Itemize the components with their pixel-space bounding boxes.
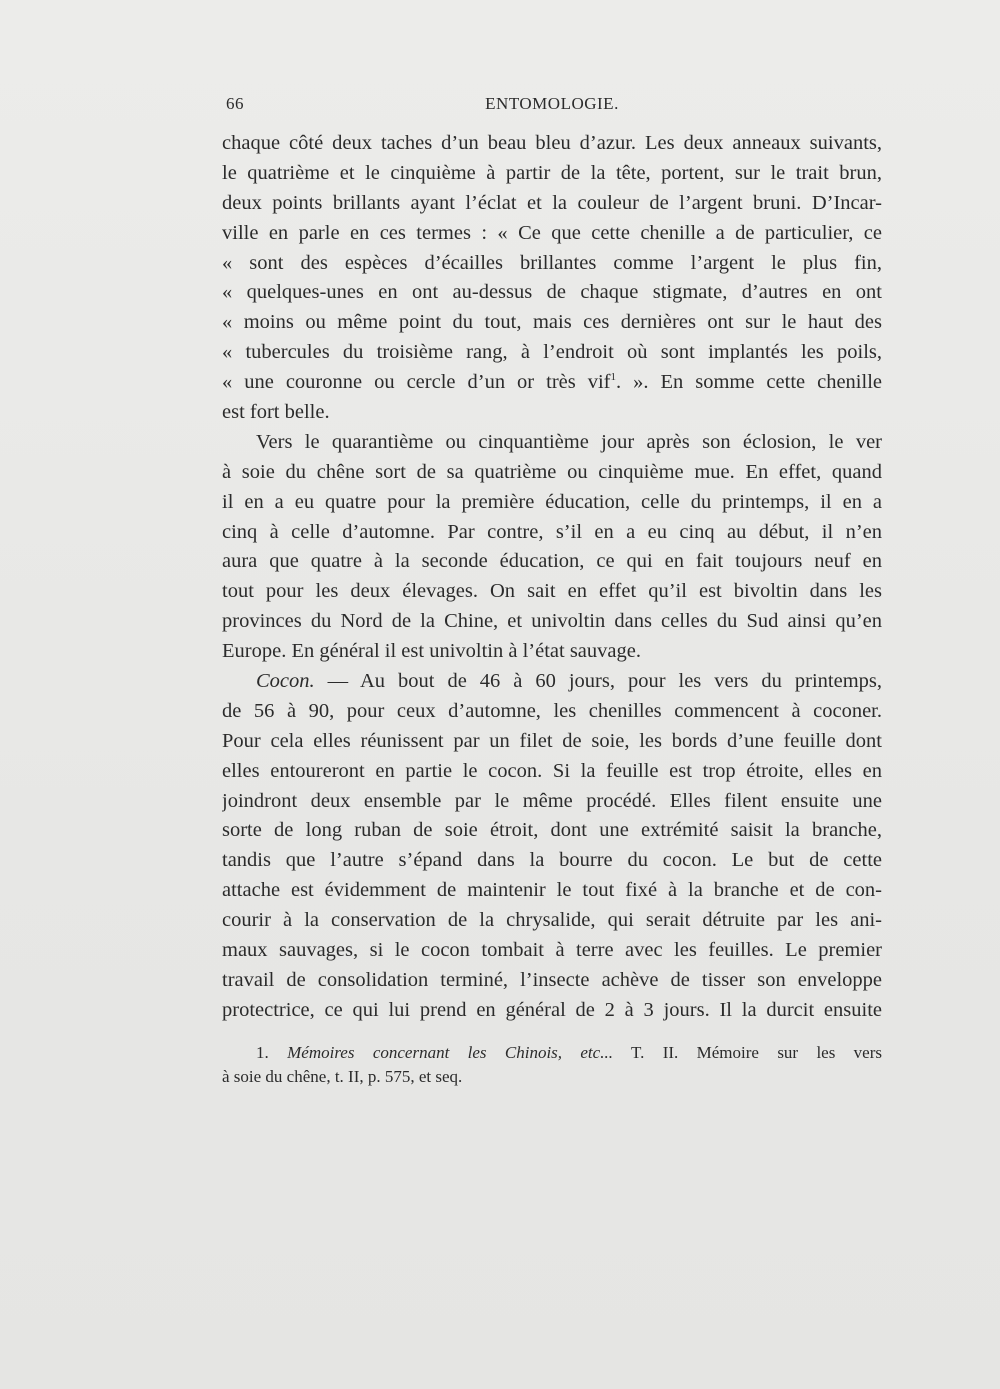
section-label: Cocon. — [256, 670, 315, 693]
text-line: chaque côté deux taches d’un beau bleu d’azur. Les deux anneaux suivants, — [222, 132, 882, 154]
text-line: Europe. En général il est univoltin à l’état sauvage. — [222, 640, 641, 663]
text-line: joindront deux ensemble par le même procédé. Elles filent ensuite une — [222, 789, 882, 812]
text-line: aura que quatre à la seconde éducation, ce qui en fait toujours neuf en — [222, 550, 882, 573]
text-line: de 56 à 90, pour ceux d’automne, les chenilles commencent à coconer. — [222, 699, 882, 722]
footnote-line: à soie du chêne, t. II, p. 575, et seq. — [222, 1067, 463, 1086]
text-line: « tubercules du troisième rang, à l’endroit où sont implantés les poils, — [222, 341, 882, 364]
text-line: maux sauvages, si le cocon tombait à terre avec les feuilles. Le premier — [222, 939, 882, 962]
text-line: « sont des espèces d’écailles brillantes comme l’argent le plus fin, — [222, 251, 882, 274]
text-line: est fort belle. — [222, 401, 330, 424]
text-line: tout pour les deux élevages. On sait en effet qu’il est bivoltin dans les — [222, 580, 882, 603]
text-line: Vers le quarantième ou cinquantième jour après son éclosion, le ver — [256, 430, 882, 453]
footnote-title: Mémoires concernant les Chinois, etc... — [287, 1043, 613, 1062]
text-line: ville en parle en ces termes : « Ce que cette chenille a de particulier, ce — [222, 221, 882, 244]
text-line: le quatrième et le cinquième à partir de la tête, portent, sur le trait brun, — [222, 161, 882, 184]
body-text — [222, 129, 882, 1026]
footnote-number: 1. — [256, 1043, 269, 1062]
text-line: « moins ou même point du tout, mais ces dernières ont sur le haut des — [222, 311, 882, 334]
running-title: ENTOMOLOGIE. — [485, 94, 619, 113]
footnote-line — [222, 1041, 882, 1065]
page-header — [222, 94, 882, 118]
text-line: elles entoureront en partie le cocon. Si la feuille est trop étroite, elles en — [222, 759, 882, 782]
text-line: tandis que l’autre s’épand dans la bourre du cocon. Le but de cette — [222, 849, 882, 872]
text-line: « quelques-unes en ont au-dessus de chaque stigmate, d’autres en ont — [222, 281, 882, 304]
footnote-ref: 1 — [610, 371, 616, 384]
text-line: protectrice, ce qui lui prend en général de 2 à 3 jours. Il la durcit ensuite — [222, 998, 882, 1021]
text-line: courir à la conservation de la chrysalide, qui serait détruite par les ani- — [222, 909, 882, 932]
page-number: 66 — [226, 94, 244, 113]
text-line: attache est évidemment de maintenir le tout fixé à la branche et de con- — [222, 879, 882, 902]
footnote — [222, 1041, 882, 1089]
text-line: deux points brillants ayant l’éclat et la couleur de l’argent bruni. D’Incar- — [222, 191, 882, 214]
text-line: il en a eu quatre pour la première éducation, celle du printemps, il en a — [222, 490, 882, 513]
text-line — [222, 667, 882, 697]
text-line: à soie du chêne sort de sa quatrième ou cinquième mue. En effet, quand — [222, 460, 882, 483]
text-line: travail de consolidation terminé, l’insecte achève de tisser son enveloppe — [222, 968, 882, 991]
text-fragment: T. II. Mémoire sur les vers — [612, 1043, 882, 1062]
text-fragment: « une couronne ou cercle d’un or très vif — [222, 371, 611, 394]
text-line: cinq à celle d’automne. Par contre, s’il en a eu cinq au début, il n’en — [222, 520, 882, 543]
text-fragment: . ». En somme cette chenille — [615, 371, 882, 394]
text-line: provinces du Nord de la Chine, et univoltin dans celles du Sud ainsi qu’en — [222, 610, 882, 633]
text-line — [222, 368, 882, 398]
text-line: Pour cela elles réunissent par un filet de soie, les bords d’une feuille dont — [222, 729, 882, 752]
text-line: sorte de long ruban de soie étroit, dont une extrémité saisit la branche, — [222, 819, 882, 842]
text-fragment: — Au bout de 46 à 60 jours, pour les vers du printemps, — [314, 670, 882, 693]
